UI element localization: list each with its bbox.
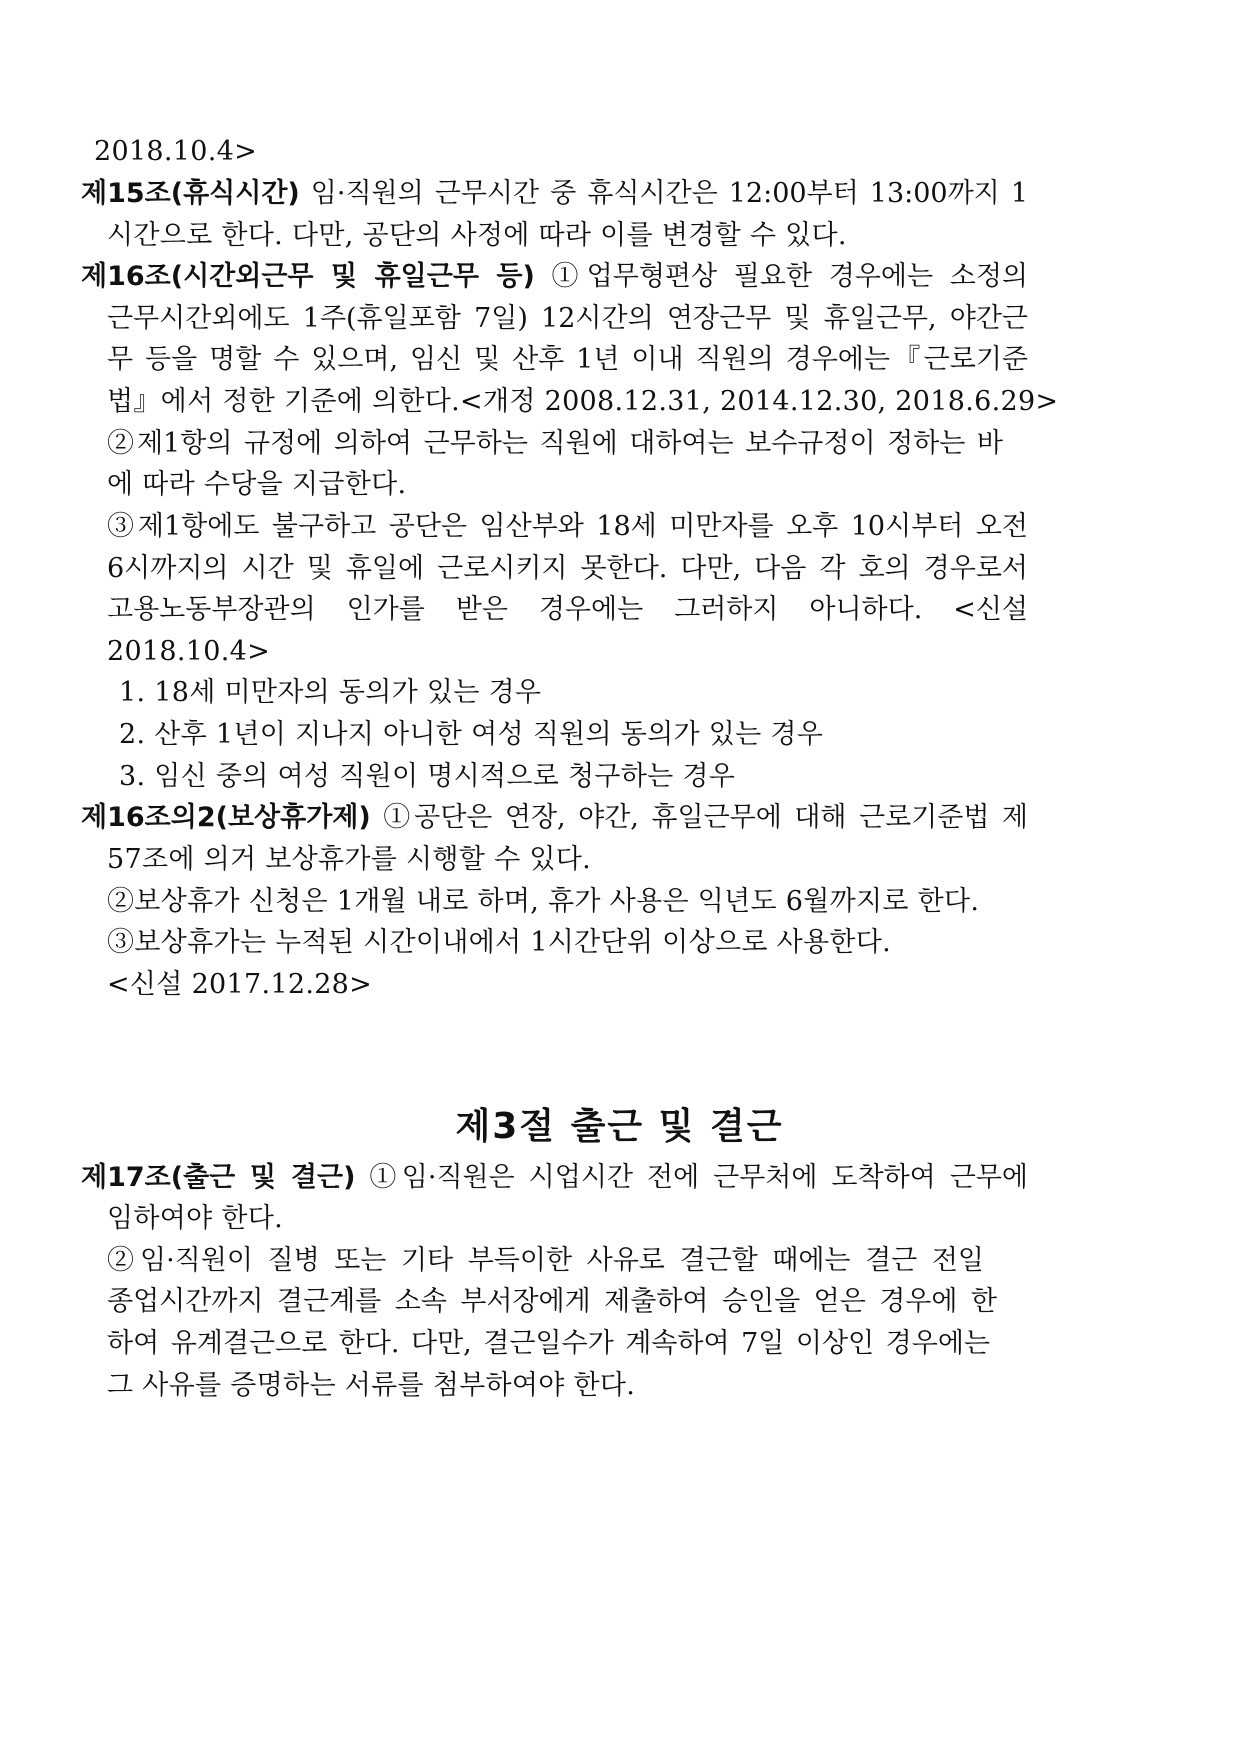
text-line: 2018.10.4> (107, 636, 271, 667)
section-heading: 제3절 출근 및 결근 (455, 1106, 784, 1147)
text-line: ②보상휴가 신청은 1개월 내로 하며, 휴가 사용은 익년도 6월까지로 한다. (107, 886, 980, 917)
text-line: ②임·직원이 질병 또는 기타 부득이한 사유로 결근할 때에는 결근 전일 (107, 1245, 984, 1276)
article-title: 제16조(시간외근무 및 휴일근무 등) (81, 261, 535, 292)
article-17-header: 제17조(출근 및 결근) ①임·직원은 시업시간 전에 근무처에 도착하여 근무에 (81, 1162, 1028, 1193)
text-line: 에 따라 수당을 지급한다. (107, 469, 407, 500)
list-item: 1. 18세 미만자의 동의가 있는 경우 (119, 677, 542, 708)
text-line: 57조에 의거 보상휴가를 시행할 수 있다. (107, 844, 591, 875)
text-line: 임하여야 한다. (107, 1203, 284, 1234)
list-item: 3. 임신 중의 여성 직원이 명시적으로 청구하는 경우 (119, 761, 736, 792)
text-line: 하여 유계결근으로 한다. 다만, 결근일수가 계속하여 7일 이상인 경우에는 (107, 1328, 990, 1359)
text-line: 법』에서 정한 기준에 의한다.<개정 2008.12.31, 2014.12.30, 2018.6.29> (107, 386, 1059, 417)
article-title: 제16조의2(보상휴가제) (81, 802, 371, 833)
text-line: 종업시간까지 결근계를 소속 부서장에게 제출하여 승인을 얻은 경우에 한 (107, 1286, 997, 1317)
text-line: 무 등을 명할 수 있으며, 임신 및 산후 1년 이내 직원의 경우에는『근로기준 (107, 344, 1028, 375)
text-line: 시간으로 한다. 다만, 공단의 사정에 따라 이를 변경할 수 있다. (107, 220, 847, 251)
article-15-header: 제15조(휴식시간) 임·직원의 근무시간 중 휴식시간은 12:00부터 13:00까지 1 (81, 178, 1028, 209)
text-line: 그 사유를 증명하는 서류를 첨부하여야 한다. (107, 1370, 636, 1401)
text-line: ②제1항의 규정에 의하여 근무하는 직원에 대하여는 보수규정이 정하는 바 (107, 428, 1003, 459)
list-item: 2. 산후 1년이 지나지 아니한 여성 직원의 동의가 있는 경우 (119, 719, 824, 750)
article-title: 제17조(출근 및 결근) (81, 1162, 356, 1193)
text-line: ③제1항에도 불구하고 공단은 임산부와 18세 미만자를 오후 10시부터 오전 (107, 511, 1028, 542)
article-16-2-header: 제16조의2(보상휴가제) ①공단은 연장, 야간, 휴일근무에 대해 근로기준법 제 (81, 802, 1028, 833)
text-line: 고용노동부장관의 인가를 받은 경우에는 그러하지 아니하다. <신설 (107, 594, 1028, 625)
text-line: <신설 2017.12.28> (107, 969, 373, 1000)
text-line: ③보상휴가는 누적된 시간이내에서 1시간단위 이상으로 사용한다. (107, 927, 892, 958)
article-title: 제15조(휴식시간) (81, 178, 300, 209)
article-16-header: 제16조(시간외근무 및 휴일근무 등) ①업무형편상 필요한 경우에는 소정의 (81, 261, 1028, 292)
text-line: 근무시간외에도 1주(휴일포함 7일) 12시간의 연장근무 및 휴일근무, 야간근 (107, 303, 1028, 334)
text-line: 6시까지의 시간 및 휴일에 근로시키지 못한다. 다만, 다음 각 호의 경우로서 (107, 553, 1028, 584)
text-line: 2018.10.4> (94, 136, 258, 167)
